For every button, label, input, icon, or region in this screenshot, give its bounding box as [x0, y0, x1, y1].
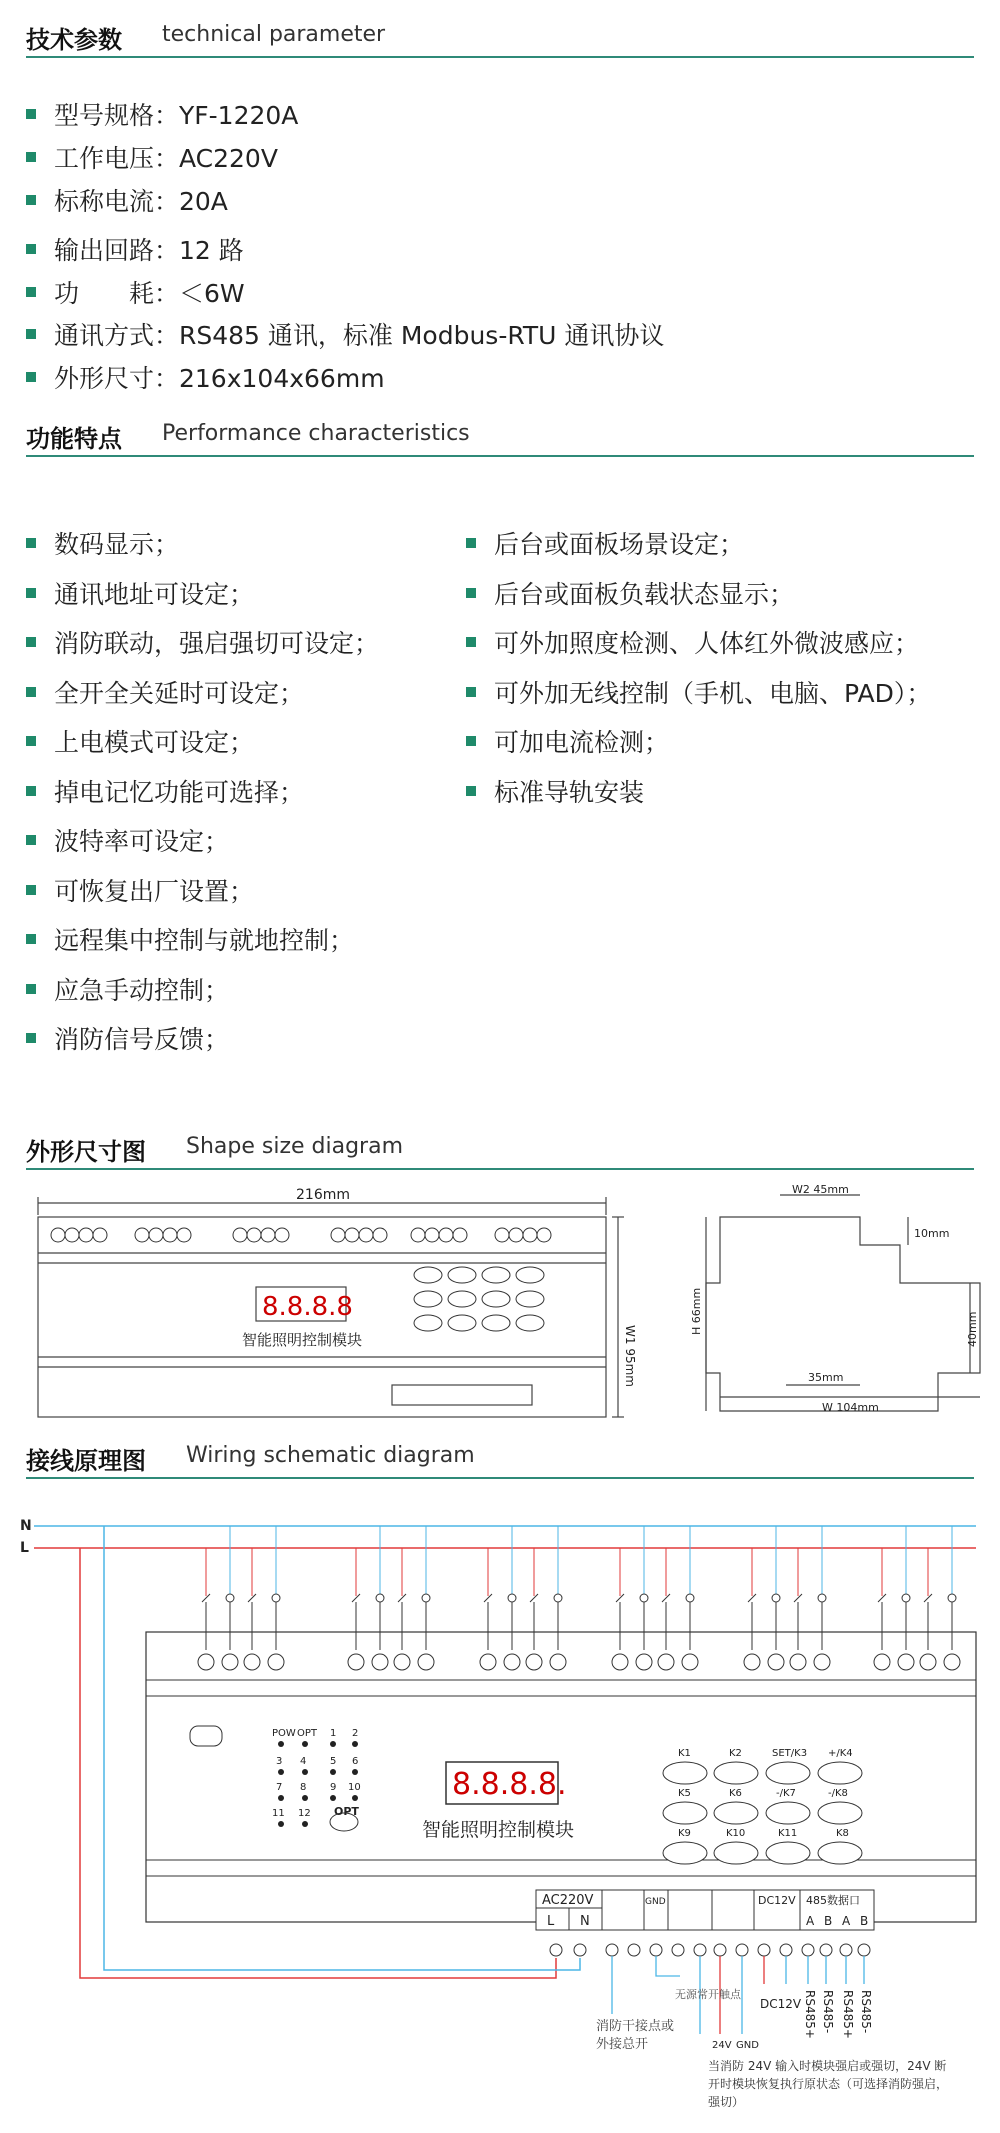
output-terminal — [222, 1654, 238, 1670]
line-l-label: L — [20, 1540, 29, 1556]
output-terminal — [526, 1654, 542, 1670]
terminal-n: N — [580, 1914, 590, 1929]
perf-left-item: 掉电记忆功能可选择； — [26, 773, 304, 809]
output-terminal — [658, 1654, 674, 1670]
perf-left-item: 通讯地址可设定； — [26, 575, 254, 611]
terminal-b1: B — [824, 1914, 833, 1928]
terminal-dc: DC12V — [758, 1894, 796, 1907]
output-terminal — [372, 1654, 388, 1670]
terminal-a2: A — [842, 1914, 851, 1928]
label-dc12: DC12V — [760, 1997, 802, 2011]
terminal-l: L — [547, 1914, 555, 1929]
perf-left-item: 波特率可设定； — [26, 822, 229, 858]
output-terminal — [768, 1654, 784, 1670]
key-label: -/K7 — [776, 1788, 796, 1799]
output-terminal — [612, 1654, 628, 1670]
wiring-title-cn: 接线原理图 — [26, 1447, 146, 1475]
perf-left-item: 消防信号反馈； — [26, 1020, 229, 1056]
svg-text:11: 11 — [272, 1808, 285, 1819]
label-rs485-4: RS485- — [859, 1990, 873, 2034]
tech-item: 型号规格：YF-1220A — [26, 96, 298, 132]
key-label: K9 — [678, 1828, 691, 1839]
tech-item: 工作电压：AC220V — [26, 139, 278, 175]
wiring-diagram — [0, 1500, 1000, 2130]
shape-module-name: 智能照明控制模块 — [242, 1331, 363, 1349]
key-label: K10 — [726, 1828, 746, 1839]
perf-title-en: Performance characteristics — [162, 421, 470, 446]
perf-left-item: 可恢复出厂设置； — [26, 872, 254, 908]
terminal-b2: B — [860, 1914, 869, 1928]
lamp-icon — [902, 1594, 910, 1602]
perf-left-item: 消防联动，强启强切可设定； — [26, 624, 379, 660]
svg-text:9: 9 — [330, 1782, 337, 1793]
svg-text:10: 10 — [348, 1782, 361, 1793]
wiring-module-name: 智能照明控制模块 — [422, 1819, 575, 1841]
opt-label: OPT — [334, 1805, 359, 1818]
svg-text:6: 6 — [352, 1756, 359, 1767]
shape-dim-h: H 66mm — [690, 1287, 703, 1335]
wiring-note: 当消防 24V 输入时模块强启或强切，24V 断开时模块恢复执行原状态（可选择消防强启，强切） — [708, 2059, 949, 2109]
output-terminal — [244, 1654, 260, 1670]
key-label: K6 — [729, 1788, 742, 1799]
terminal-gnd: GND — [645, 1897, 666, 1907]
svg-text:4: 4 — [300, 1756, 307, 1767]
lamp-icon — [948, 1594, 956, 1602]
shape-header — [26, 1128, 974, 1170]
perf-right-item: 后台或面板场景设定； — [466, 525, 744, 561]
svg-text:8.8.8.8: 8.8.8.8 — [262, 1292, 353, 1322]
svg-text:OPT: OPT — [297, 1728, 318, 1739]
tech-item: 通讯方式：RS485 通讯，标准 Modbus-RTU 通讯协议 — [26, 316, 664, 352]
perf-right-item: 标准导轨安装 — [466, 773, 644, 809]
perf-left-item: 应急手动控制； — [26, 971, 229, 1007]
output-terminal — [682, 1654, 698, 1670]
shape-diagram — [0, 1185, 1000, 1425]
output-terminal — [790, 1654, 806, 1670]
tech-item: 功 耗：＜6W — [26, 274, 245, 310]
key-label: K8 — [836, 1828, 849, 1839]
svg-text:1: 1 — [330, 1728, 337, 1739]
tech-title-en: technical parameter — [162, 22, 386, 47]
output-terminal — [744, 1654, 760, 1670]
perf-left-item: 上电模式可设定； — [26, 723, 254, 759]
label-rs485-2: RS485- — [821, 1990, 835, 2034]
svg-text:POW: POW — [272, 1728, 296, 1739]
perf-right-item: 后台或面板负载状态显示； — [466, 575, 794, 611]
key-label: -/K8 — [828, 1788, 848, 1799]
output-terminal — [636, 1654, 652, 1670]
shape-title-cn: 外形尺寸图 — [26, 1138, 146, 1166]
output-terminal — [920, 1654, 936, 1670]
lamp-icon — [818, 1594, 826, 1602]
tech-item: 标称电流：20A — [26, 182, 228, 218]
tech-item: 输出回路：12 路 — [26, 231, 244, 267]
output-terminal — [944, 1654, 960, 1670]
shape-dim-w: W 104mm — [822, 1401, 879, 1414]
perf-left-item: 远程集中控制与就地控制； — [26, 921, 354, 957]
terminal-485: 485数据口 — [806, 1894, 860, 1907]
terminal-a1: A — [806, 1914, 815, 1928]
perf-right-item: 可外加无线控制（手机、电脑、PAD）； — [466, 674, 931, 710]
label-rs485-1: RS485+ — [803, 1990, 817, 2039]
lamp-icon — [226, 1594, 234, 1602]
svg-text:12: 12 — [298, 1808, 311, 1819]
output-terminal — [268, 1654, 284, 1670]
svg-text:3: 3 — [276, 1756, 283, 1767]
tech-item: 外形尺寸：216x104x66mm — [26, 359, 385, 395]
key-label: K1 — [678, 1748, 691, 1759]
output-terminal — [394, 1654, 410, 1670]
output-terminal — [898, 1654, 914, 1670]
shape-dim-w2: W2 45mm — [792, 1185, 849, 1196]
lamp-icon — [772, 1594, 780, 1602]
output-terminal — [418, 1654, 434, 1670]
key-label: +/K4 — [828, 1748, 853, 1759]
svg-text:7: 7 — [276, 1782, 283, 1793]
svg-text:2: 2 — [352, 1728, 359, 1739]
shape-dim-35: 35mm — [808, 1371, 844, 1384]
tech-header — [26, 16, 974, 58]
tech-title-cn: 技术参数 — [26, 26, 122, 54]
key-label: K5 — [678, 1788, 691, 1799]
perf-header — [26, 415, 974, 457]
perf-left-item: 数码显示； — [26, 525, 179, 561]
perf-left-item: 全开全关延时可设定； — [26, 674, 304, 710]
label-24v: 24V — [712, 2040, 732, 2051]
lamp-icon — [508, 1594, 516, 1602]
key-label: K11 — [778, 1828, 798, 1839]
shape-dim-216: 216mm — [296, 1187, 350, 1203]
output-terminal — [504, 1654, 520, 1670]
lamp-icon — [686, 1594, 694, 1602]
svg-text:8: 8 — [300, 1782, 307, 1793]
output-terminal — [480, 1654, 496, 1670]
wiring-title-en: Wiring schematic diagram — [186, 1443, 475, 1468]
shape-dim-40: 40mm — [966, 1311, 979, 1347]
line-n-label: N — [20, 1518, 32, 1534]
perf-title-cn: 功能特点 — [26, 425, 122, 453]
lamp-icon — [554, 1594, 562, 1602]
label-nc: 无源常开触点 — [675, 1988, 741, 2001]
perf-right-item: 可外加照度检测、人体红外微波感应； — [466, 624, 919, 660]
key-label: K2 — [729, 1748, 742, 1759]
output-terminal — [874, 1654, 890, 1670]
lamp-icon — [422, 1594, 430, 1602]
display-readout: 8.8.8.8. — [452, 1767, 567, 1802]
svg-text:5: 5 — [330, 1756, 337, 1767]
wiring-header — [26, 1437, 974, 1479]
lamp-icon — [376, 1594, 384, 1602]
shape-dim-w1: W1 95mm — [623, 1325, 637, 1387]
perf-right-item: 可加电流检测； — [466, 723, 669, 759]
output-terminal — [550, 1654, 566, 1670]
lamp-icon — [640, 1594, 648, 1602]
terminal-ac: AC220V — [542, 1893, 594, 1908]
shape-dim-10: 10mm — [914, 1227, 950, 1240]
output-terminal — [348, 1654, 364, 1670]
label-rs485-3: RS485+ — [841, 1990, 855, 2039]
label-gnd: GND — [736, 2040, 759, 2051]
lamp-icon — [272, 1594, 280, 1602]
label-fire: 消防干接点或外接总开 — [596, 2019, 675, 2052]
output-terminal — [198, 1654, 214, 1670]
shape-title-en: Shape size diagram — [186, 1134, 404, 1159]
key-label: SET/K3 — [772, 1748, 808, 1759]
output-terminal — [814, 1654, 830, 1670]
